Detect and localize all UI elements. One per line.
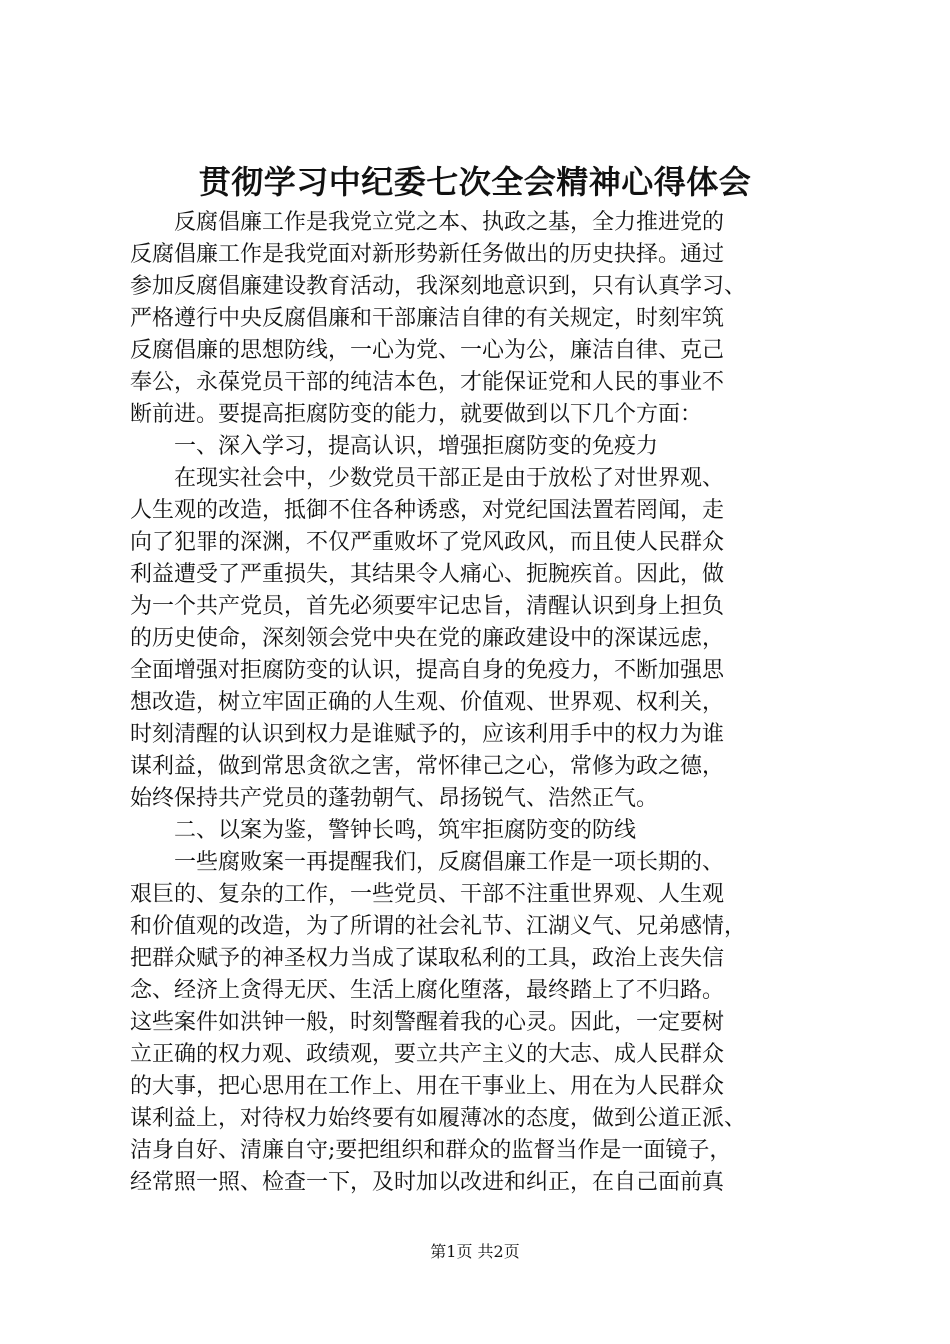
body-text-line: 反腐倡廉的思想防线，一心为党、一心为公，廉洁自律、克己 — [130, 338, 725, 363]
body-text-line: 和价值观的改造，为了所谓的社会礼节、江湖义气、兄弟感情， — [130, 914, 747, 939]
body-text-line: 反腐倡廉工作是我党立党之本、执政之基，全力推进党的 — [130, 210, 725, 235]
body-text-line: 始终保持共产党员的蓬勃朝气、昂扬锐气、浩然正气。 — [130, 786, 659, 811]
document-body — [130, 207, 825, 1199]
body-text-line: 时刻清醒的认识到权力是谁赋予的，应该利用手中的权力为谁 — [130, 722, 725, 747]
body-text-line: 立正确的权力观、政绩观，要立共产主义的大志、成人民群众 — [130, 1042, 725, 1067]
body-text-line: 奉公，永葆党员干部的纯洁本色，才能保证党和人民的事业不 — [130, 370, 725, 395]
body-text-line: 断前进。要提高拒腐防变的能力，就要做到以下几个方面： — [130, 402, 703, 427]
body-text-line: 参加反腐倡廉建设教育活动，我深刻地意识到，只有认真学习、 — [130, 274, 747, 299]
body-text-line: 洁身自好、清廉自守;要把组织和群众的监督当作是一面镜子， — [130, 1138, 732, 1163]
body-text-line: 的大事，把心思用在工作上、用在干事业上、用在为人民群众 — [130, 1074, 725, 1099]
body-text-line: 向了犯罪的深渊，不仅严重败坏了党风政风，而且使人民群众 — [130, 530, 725, 555]
body-text-line: 严格遵行中央反腐倡廉和干部廉洁自律的有关规定，时刻牢筑 — [130, 306, 725, 331]
body-text-line: 为一个共产党员，首先必须要牢记忠旨，清醒认识到身上担负 — [130, 594, 725, 619]
body-text-line: 反腐倡廉工作是我党面对新形势新任务做出的历史抉择。通过 — [130, 242, 725, 267]
body-text-line: 这些案件如洪钟一般，时刻警醒着我的心灵。因此，一定要树 — [130, 1010, 725, 1035]
body-text-line: 利益遭受了严重损失，其结果令人痛心、扼腕疾首。因此，做 — [130, 562, 725, 587]
body-text-line: 人生观的改造，抵御不住各种诱惑，对党纪国法置若罔闻，走 — [130, 498, 725, 523]
body-text-line: 二、以案为鉴，警钟长鸣，筑牢拒腐防变的防线 — [130, 818, 637, 843]
body-text-line: 把群众赋予的神圣权力当成了谋取私利的工具，政治上丧失信 — [130, 946, 725, 971]
body-text-line: 谋利益上，对待权力始终要有如履薄冰的态度，做到公道正派、 — [130, 1106, 747, 1131]
body-text-line: 谋利益，做到常思贪欲之害，常怀律己之心，常修为政之德， — [130, 754, 725, 779]
body-text-line: 艰巨的、复杂的工作，一些党员、干部不注重世界观、人生观 — [130, 882, 725, 907]
page-footer: 第1页 共2页 — [430, 1242, 520, 1261]
body-text-line: 一些腐败案一再提醒我们，反腐倡廉工作是一项长期的、 — [130, 850, 725, 875]
body-text-line: 的历史使命，深刻领会党中央在党的廉政建设中的深谋远虑， — [130, 626, 725, 651]
body-text-line: 想改造，树立牢固正确的人生观、价值观、世界观、权利关， — [130, 690, 725, 715]
body-text-line: 全面增强对拒腐防变的认识，提高自身的免疫力，不断加强思 — [130, 658, 725, 683]
document-title: 贯彻学习中纪委七次全会精神心得体会 — [198, 163, 752, 201]
body-text-line: 一、深入学习，提高认识，增强拒腐防变的免疫力 — [130, 434, 659, 459]
body-text-line: 经常照一照、检查一下，及时加以改进和纠正，在自己面前真 — [130, 1170, 725, 1195]
body-text-line: 念、经济上贪得无厌、生活上腐化堕落，最终踏上了不归路。 — [130, 978, 725, 1003]
body-text-line: 在现实社会中，少数党员干部正是由于放松了对世界观、 — [130, 466, 725, 491]
